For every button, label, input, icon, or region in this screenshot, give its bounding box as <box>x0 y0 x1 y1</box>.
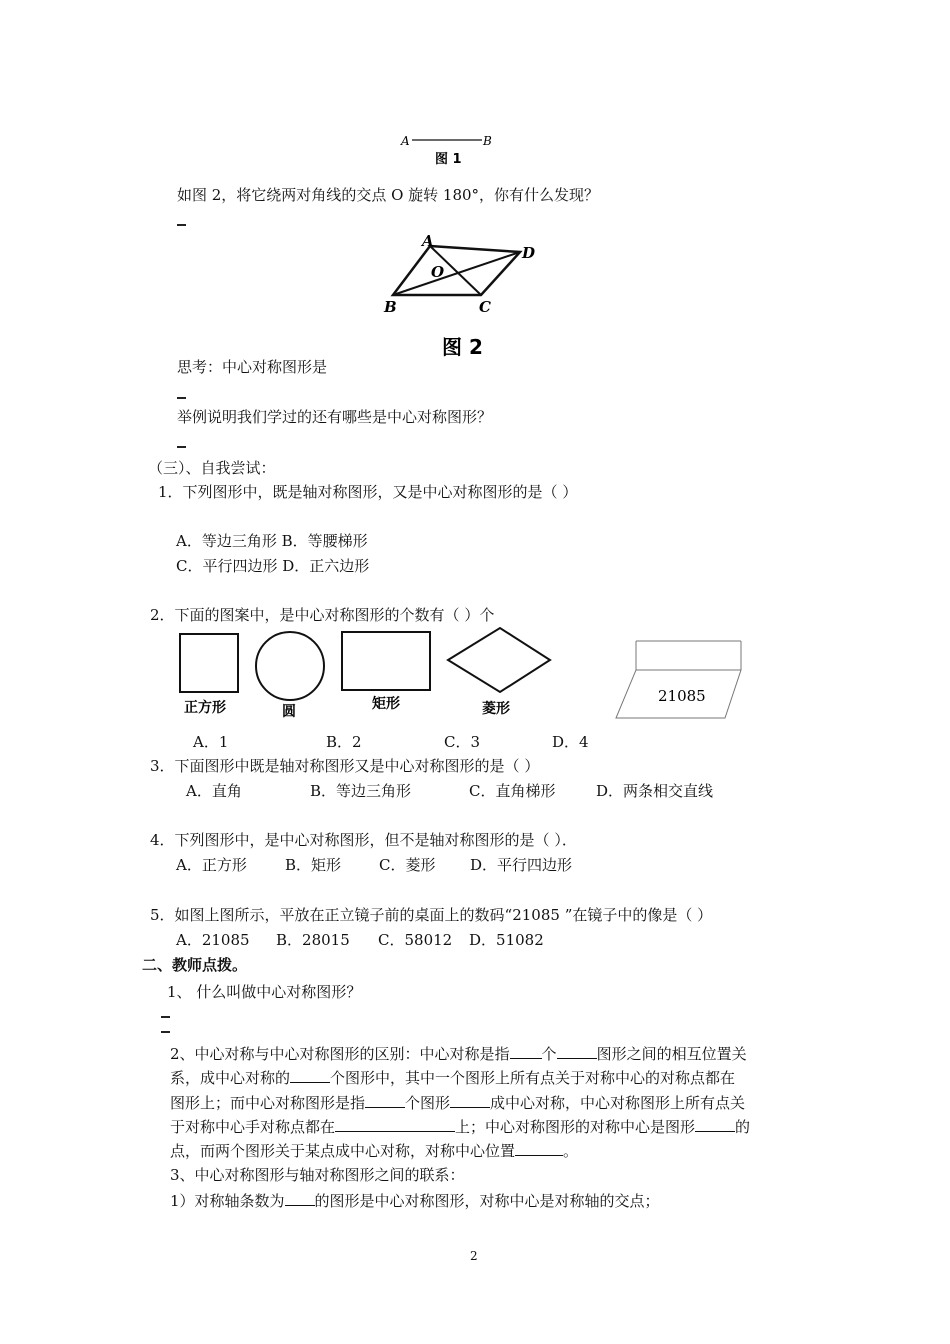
q4-option-d: D．平行四边形 <box>470 856 573 874</box>
teacher-q3-point1 <box>170 1191 660 1210</box>
t2-l1c: 图形之间的相互位置关 <box>596 1045 747 1063</box>
teacher-q2-line1 <box>170 1044 747 1063</box>
fig1-caption: 图 1 <box>435 152 462 167</box>
fig2-label-d: D <box>522 244 536 262</box>
t2-l1a: 2、中心对称与中心对称图形的区别：中心对称是指 <box>170 1045 510 1063</box>
t2-l5b: 。 <box>563 1142 579 1160</box>
teacher-q2-line2 <box>170 1068 735 1087</box>
t3-1b: 的图形是中心对称图形，对称中心是对称轴的交点； <box>314 1192 660 1210</box>
rectangle-label: 矩形 <box>372 696 400 712</box>
q4-option-c: C．菱形 <box>379 856 436 874</box>
q2-option-a: A．1 <box>193 733 229 751</box>
fill-blank[interactable] <box>365 1093 405 1108</box>
t2-l3b: 个图形 <box>405 1094 451 1112</box>
mirror-number: 21085 <box>658 687 706 705</box>
answer-dash <box>177 224 186 226</box>
fill-blank[interactable] <box>510 1044 542 1059</box>
square-shape <box>180 634 238 692</box>
q3-option-a: A．直角 <box>186 782 242 800</box>
answer-dash <box>161 1031 170 1033</box>
fill-blank[interactable] <box>557 1044 597 1059</box>
q3-stem: 3．下面图形中既是轴对称图形又是中心对称图形的是（ ） <box>150 757 540 775</box>
fig2-intro: 如图 2，将它绕两对角线的交点 O 旋转 180°，你有什么发现？ <box>177 186 600 204</box>
q4-option-a: A．正方形 <box>176 856 247 874</box>
part-2-title: 二、教师点拨。 <box>142 956 248 974</box>
teacher-q2-line4 <box>170 1117 750 1136</box>
figure-1 <box>395 128 505 168</box>
fig2-caption: 图 2 <box>442 335 483 359</box>
q5-stem: 5．如图上图所示，平放在正立镜子前的桌面上的数码“21085 ”在镜子中的像是（ ） <box>150 906 713 924</box>
teacher-q2-line3 <box>170 1093 745 1112</box>
t2-l2b: 个图形中，其中一个图形上所有点关于对称中心的对称点都在 <box>330 1069 736 1087</box>
q5-option-c: C．58012 <box>378 931 453 949</box>
fill-blank[interactable] <box>290 1068 330 1083</box>
q2-option-b: B．2 <box>326 733 362 751</box>
t2-l3a: 图形上；而中心对称图形是指 <box>170 1094 366 1112</box>
answer-dash <box>177 397 186 399</box>
rhombus-shape <box>448 628 550 692</box>
t2-l3c: 成中心对称，中心对称图形上所有点关 <box>490 1094 746 1112</box>
answer-dash <box>161 1016 170 1018</box>
q3-option-c: C．直角梯形 <box>469 782 556 800</box>
fill-blank[interactable] <box>285 1191 315 1206</box>
q3-option-b: B．等边三角形 <box>310 782 412 800</box>
q1-stem: 1．下列图形中，既是轴对称图形，又是中心对称图形的是（ ） <box>158 483 578 501</box>
fill-blank[interactable] <box>450 1093 490 1108</box>
q2-option-d: D．4 <box>552 733 589 751</box>
t2-l4b: 上；中心对称图形的对称中心是图形 <box>455 1118 696 1136</box>
q5-option-d: D．51082 <box>469 931 544 949</box>
q5-option-b: B．28015 <box>276 931 350 949</box>
rhombus-label: 菱形 <box>482 701 510 717</box>
answer-dash <box>177 446 186 448</box>
q1-options-row1: A．等边三角形 B．等腰梯形 <box>176 532 368 550</box>
fig1-point-a: A <box>401 134 410 148</box>
fig1-point-b: B <box>483 134 492 148</box>
t2-l2a: 系，成中心对称的 <box>170 1069 291 1087</box>
rectangle-shape <box>342 632 430 690</box>
q2-stem: 2．下面的图案中，是中心对称图形的个数有（ ）个 <box>150 606 495 624</box>
q2-shapes-figure <box>170 626 750 726</box>
q3-option-d: D．两条相交直线 <box>596 782 714 800</box>
fig2-label-c: C <box>479 298 491 316</box>
t2-l1b: 个 <box>541 1045 557 1063</box>
figure-2 <box>375 232 555 362</box>
section-3-title: （三）、自我尝试： <box>148 459 276 477</box>
t2-l4c: 的 <box>735 1118 751 1136</box>
fill-blank[interactable] <box>335 1117 455 1132</box>
q5-option-a: A．21085 <box>176 931 250 949</box>
q4-stem: 4．下列图形中，是中心对称图形，但不是轴对称图形的是（ ）． <box>150 831 577 849</box>
fig2-label-a: A <box>422 232 434 250</box>
think-prompt: 思考：中心对称图形是 <box>177 358 328 376</box>
teacher-q3: 3、中心对称图形与轴对称图形之间的联系： <box>170 1166 465 1184</box>
circle-label: 圆 <box>282 704 296 720</box>
example-prompt: 举例说明我们学过的还有哪些是中心对称图形？ <box>177 408 493 426</box>
teacher-q2-line5 <box>170 1141 578 1160</box>
fig2-label-o: O <box>431 263 445 281</box>
fill-blank[interactable] <box>515 1141 563 1156</box>
q1-options-row2: C．平行四边形 D．正六边形 <box>176 557 370 575</box>
q4-option-b: B．矩形 <box>285 856 342 874</box>
circle-shape <box>256 632 324 700</box>
t2-l5a: 点，而两个图形关于某点成中心对称，对称中心位置 <box>170 1142 516 1160</box>
page-number: 2 <box>470 1249 478 1263</box>
t2-l4a: 于对称中心手对称点都在 <box>170 1118 336 1136</box>
fig2-label-b: B <box>384 298 397 316</box>
t3-1a: 1）对称轴条数为 <box>170 1192 285 1210</box>
fill-blank[interactable] <box>695 1117 735 1132</box>
teacher-q1: 1、 什么叫做中心对称图形？ <box>167 983 362 1001</box>
square-label: 正方形 <box>184 700 226 716</box>
q2-option-c: C．3 <box>444 733 481 751</box>
